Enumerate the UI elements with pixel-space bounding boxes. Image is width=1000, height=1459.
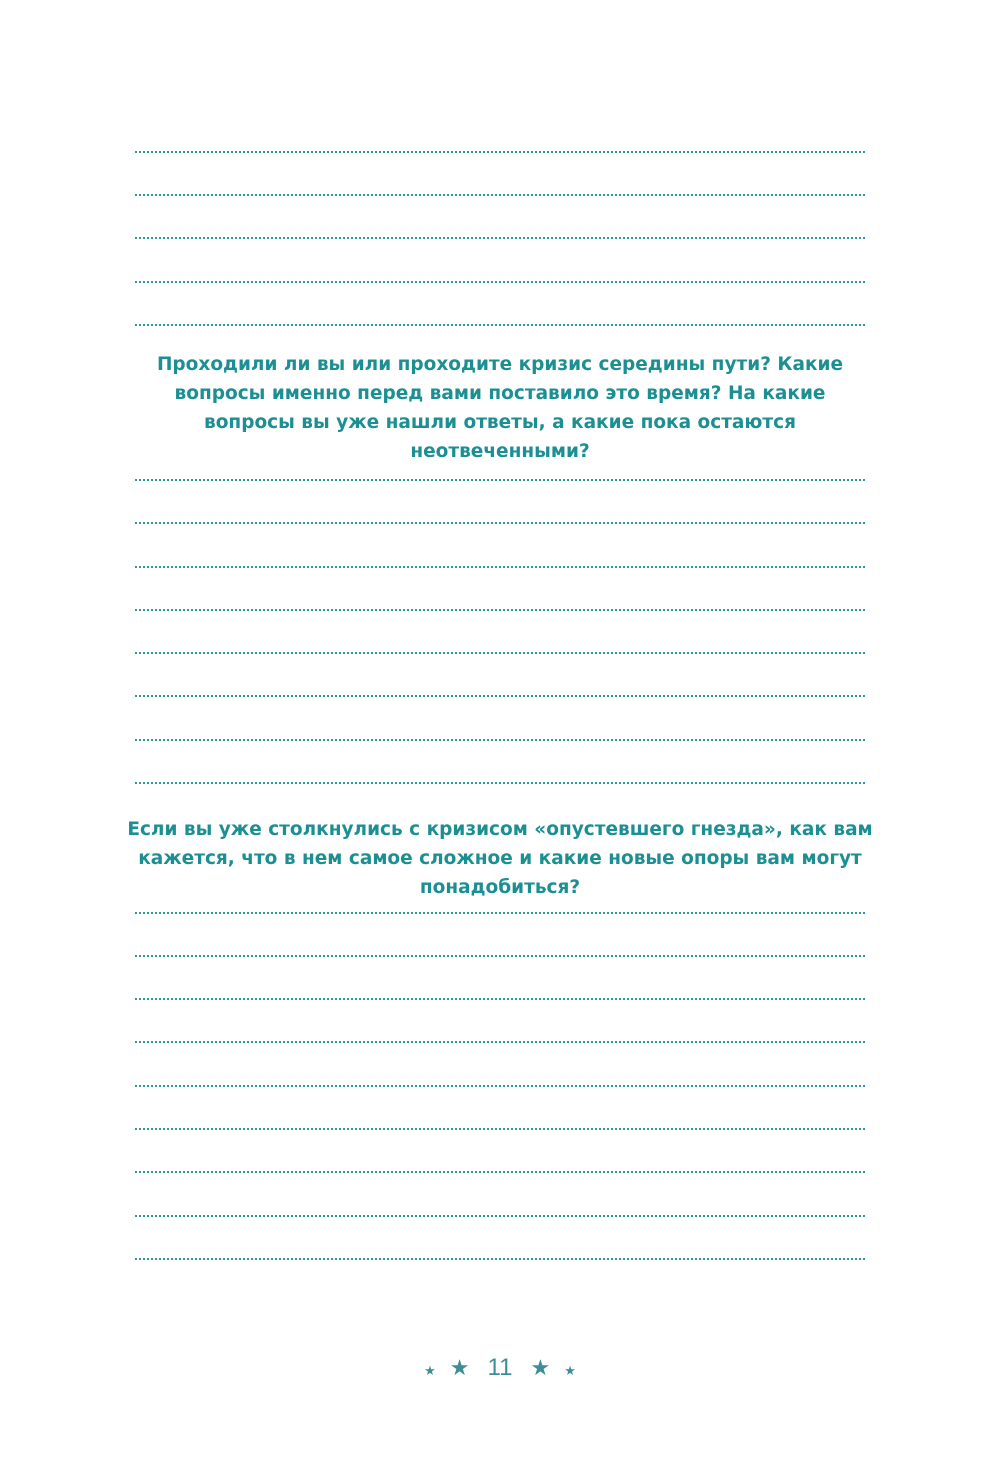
answer-line[interactable]	[135, 739, 865, 741]
answer-line[interactable]	[135, 609, 865, 611]
answer-line[interactable]	[135, 782, 865, 784]
answer-line[interactable]	[135, 998, 865, 1000]
star-icon: ★	[449, 1355, 470, 1381]
star-icon: ★	[530, 1355, 551, 1381]
answer-line[interactable]	[135, 324, 865, 326]
answer-line[interactable]	[135, 1041, 865, 1043]
star-icon: ★	[424, 1363, 436, 1379]
answer-line[interactable]	[135, 281, 865, 283]
answer-line[interactable]	[135, 194, 865, 196]
answer-line[interactable]	[135, 1128, 865, 1130]
answer-line[interactable]	[135, 912, 865, 914]
answer-line[interactable]	[135, 522, 865, 524]
question-2: Если вы уже столкнулись с кризисом «опустевшего гнезда», как вам кажется, что в нем самое сложное и какие новые опоры вам могут понадобиться?	[127, 819, 873, 898]
answer-line[interactable]	[135, 1085, 865, 1087]
page-footer	[0, 1348, 1000, 1388]
answer-line[interactable]	[135, 1215, 865, 1217]
star-icon: ★	[564, 1363, 576, 1379]
answer-line[interactable]	[135, 566, 865, 568]
answer-line[interactable]	[135, 1258, 865, 1260]
answer-line[interactable]	[135, 1171, 865, 1173]
page-number: 11	[487, 1354, 513, 1381]
answer-line[interactable]	[135, 955, 865, 957]
answer-line[interactable]	[135, 479, 865, 481]
answer-line[interactable]	[135, 237, 865, 239]
answer-line[interactable]	[135, 151, 865, 153]
question-1: Проходили ли вы или проходите кризис середины пути? Какие вопросы именно перед вами поставило это время? На какие вопросы вы уже нашли ответы, а какие пока остаются неотвеченными?	[156, 354, 844, 462]
answer-line[interactable]	[135, 652, 865, 654]
answer-line[interactable]	[135, 695, 865, 697]
